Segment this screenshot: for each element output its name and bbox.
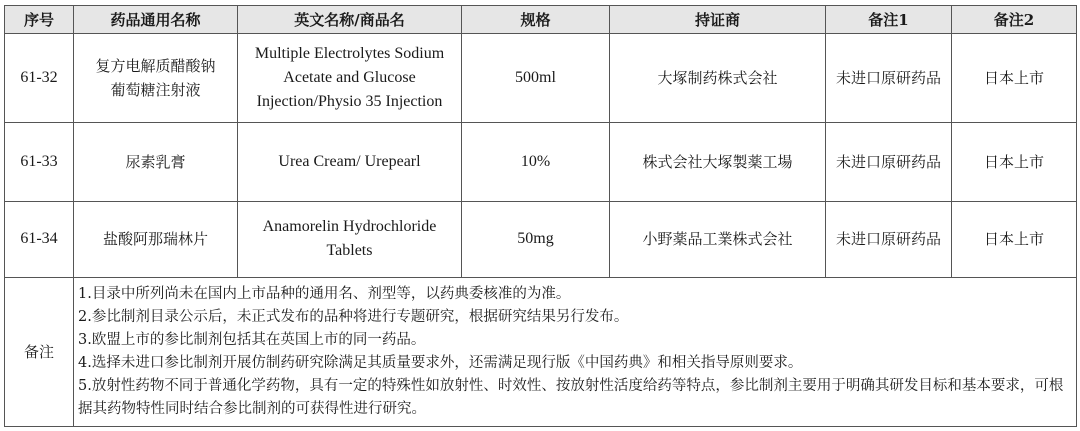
table-row xyxy=(5,123,1077,201)
header-spec: 规格 xyxy=(462,6,610,34)
header-english-name: 英文名称/商品名 xyxy=(238,6,462,34)
header-note2: 备注2 xyxy=(952,6,1077,34)
cell-note1: 未进口原研药品 xyxy=(826,201,952,277)
note-item: 1.目录中所列尚未在国内上市品种的通用名、剂型等，以药典委核准的为准。 xyxy=(78,285,571,302)
cell-note2: 日本上市 xyxy=(952,201,1077,277)
cell-holder: 株式会社大塚製薬工場 xyxy=(610,123,826,201)
cell-note1: 未进口原研药品 xyxy=(826,34,952,123)
note-item: 4.选择未进口参比制剂开展仿制药研究除满足其质量要求外，还需满足现行版《中国药典》和相关指导原则要求。 xyxy=(78,354,803,371)
notes-label: 备注 xyxy=(5,277,74,426)
header-seq: 序号 xyxy=(5,6,74,34)
cell-note2: 日本上市 xyxy=(952,123,1077,201)
header-holder: 持证商 xyxy=(610,6,826,34)
cell-seq: 61-32 xyxy=(5,34,74,123)
notes-row xyxy=(5,277,1077,426)
cell-note2: 日本上市 xyxy=(952,34,1077,123)
cell-generic-name: 尿素乳膏 xyxy=(74,123,238,201)
header-note1: 备注1 xyxy=(826,6,952,34)
cell-generic-name: 盐酸阿那瑞林片 xyxy=(74,201,238,277)
cell-spec: 500ml xyxy=(462,34,610,123)
cell-holder: 小野薬品工業株式会社 xyxy=(610,201,826,277)
reference-drug-table xyxy=(4,5,1077,427)
table-row xyxy=(5,201,1077,277)
cell-note1: 未进口原研药品 xyxy=(826,123,952,201)
cell-seq: 61-33 xyxy=(5,123,74,201)
cell-generic-name: 复方电解质醋酸钠葡萄糖注射液 xyxy=(74,34,238,123)
note-item: 5.放射性药物不同于普通化学药物，具有一定的特殊性如放射性、时效性、按放射性活度给药等特点，参比制剂主要用于明确其研发目标和基本要求，可根据其药物特性同时结合参比制剂的可获得性进行研究。 xyxy=(78,377,1064,417)
cell-english-name: Anamorelin Hydrochloride Tablets xyxy=(238,201,462,277)
note-item: 2.参比制剂目录公示后，未正式发布的品种将进行专题研究，根据研究结果另行发布。 xyxy=(78,308,629,325)
note-item: 3.欧盟上市的参比制剂包括其在英国上市的同一药品。 xyxy=(78,331,426,348)
cell-english-name: Urea Cream/ Urepearl xyxy=(238,123,462,201)
notes-content xyxy=(74,277,1077,426)
cell-holder: 大塚制药株式会社 xyxy=(610,34,826,123)
table-row xyxy=(5,34,1077,123)
cell-spec: 50mg xyxy=(462,201,610,277)
header-row xyxy=(5,6,1077,34)
cell-english-name: Multiple Electrolytes Sodium Acetate and Glucose Injection/Physio 35 Injection xyxy=(238,34,462,123)
header-generic-name: 药品通用名称 xyxy=(74,6,238,34)
cell-spec: 10% xyxy=(462,123,610,201)
cell-seq: 61-34 xyxy=(5,201,74,277)
